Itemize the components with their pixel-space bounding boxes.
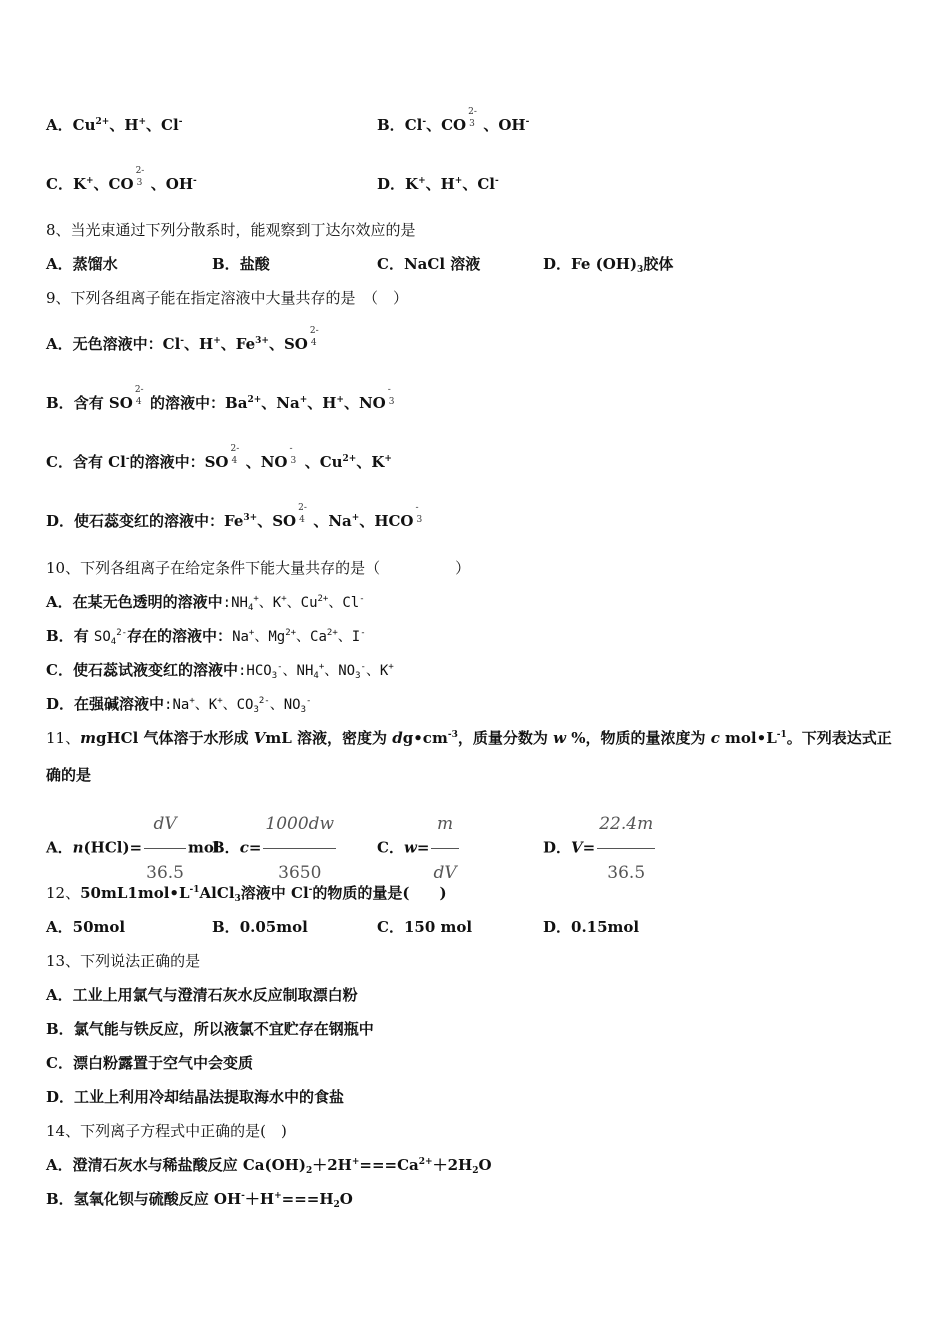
q7-option-b-text: Cl-、CO 2- 3 、OH- (404, 107, 530, 134)
q11-d-fraction: $\frac{22.4m}{36.5}$ (597, 800, 655, 897)
q8-option-d: D．Fe $(OH)_3$胶体 (543, 255, 674, 275)
q7-option-c-text: K+、CO 2- 3 、OH- (72, 166, 197, 193)
q12-option-d: D．0.15mol (543, 918, 640, 936)
q12-option-b: B．0.05mol (212, 918, 308, 936)
q7-option-b: B．Cl-、CO 2- 3 、OH- (377, 107, 530, 134)
q9-option-c: C．含有 Cl-的溶液中：SO 2- 4 、NO - 3 、$Cu^{2+}$、K+ (46, 444, 392, 471)
q7-option-a-text: $Cu^{2+}$、H+、Cl- (72, 116, 183, 134)
q9-option-a-text: 无色溶液中：Cl-、H+、$Fe^{3+}$、SO 2- 4 (72, 326, 319, 353)
q8-option-a: A．蒸馏水 (46, 255, 118, 273)
q7-option-a: A．$Cu^{2+}$、H+、Cl- (46, 116, 183, 134)
q9-option-c-text: 含有 Cl-的溶液中：SO 2- 4 、NO - 3 、$Cu^{2+}$、K+ (72, 444, 392, 471)
q14-option-b: B．氢氧化钡与硫酸反应 $OH^-+H^+===H_2O$ (46, 1190, 353, 1210)
q10-option-c: C．使石蕊试液变红的溶液中$:HCO_3^-$、$NH_4^+$、$NO_3^-$、K+ (46, 661, 394, 681)
q8-option-b: B．盐酸 (212, 255, 270, 273)
q13-stem: 13、下列说法正确的是 (46, 952, 201, 970)
q10-option-d: D．在强碱溶液中:Na+、K+、$CO_3^{2-}$、$NO_3^-$ (46, 695, 312, 715)
q12-option-c: C．150 mol (377, 918, 473, 936)
q14-stem: 14、下列离子方程式中正确的是( ) (46, 1122, 287, 1140)
q11-stem-line2: 确的是 (46, 766, 92, 784)
q9-option-d-text: 使石蕊变红的溶液中：$Fe^{3+}$、SO 2- 4 、Na+、HCO - 3 (74, 503, 423, 530)
q7-option-d-text: K+、H+、Cl- (405, 175, 499, 193)
q13-option-b: B．氯气能与铁反应，所以液氯不宜贮存在钢瓶中 (46, 1020, 374, 1038)
q7-option-c: C．K+、CO 2- 3 、OH- (46, 166, 197, 193)
q12-stem: 12、$50mL1mol•L^{-1}AlCl_3$溶液中 Cl-的物质的量是( ) (46, 884, 447, 904)
q10-option-b: B．有 $SO_4^{2-}$存在的溶液中：Na+、$Mg^{2+}$、$Ca^{2+}$、I- (46, 627, 366, 647)
q11-option-a: A．n(HCl)= $\frac{dV}{36.5}$ mol (46, 800, 220, 897)
q13-option-a: A．工业上用氯气与澄清石灰水反应制取漂白粉 (46, 986, 358, 1004)
q8-option-c: C．NaCl 溶液 (377, 255, 481, 273)
q11-option-c: C．w= $\frac{m}{dV}$ (377, 800, 461, 897)
q11-a-fraction: $\frac{dV}{36.5}$ (144, 800, 186, 897)
q11-stem-line1: 11、mgHCl 气体溶于水形成 VmL 溶液，密度为 $dg•cm^{-3}$，质量分数为 w %，物质的量浓度为 c $mol•L^{-1}$。下列表达式正 (46, 729, 892, 747)
q12-option-a: A．50mol (46, 918, 126, 936)
q14-option-b-text: 氢氧化钡与硫酸反应 $OH^-+H^+===H_2O$ (73, 1190, 353, 1210)
q14-option-a-text: 澄清石灰水与稀盐酸反应 $Ca(OH)_2+2H^+===Ca^{2+}+2H_2O$ (72, 1156, 492, 1176)
q13-option-c: C．漂白粉露置于空气中会变质 (46, 1054, 253, 1072)
q11-c-fraction: $\frac{m}{dV}$ (431, 800, 458, 897)
q8-option-d-text: Fe $(OH)_3$胶体 (571, 255, 674, 275)
q9-option-d: D．使石蕊变红的溶液中：$Fe^{3+}$、SO 2- 4 、Na+、HCO - 3 (46, 511, 426, 532)
q13-option-d: D．工业上利用冷却结晶法提取海水中的食盐 (46, 1088, 345, 1106)
q8-stem: 8、当光束通过下列分散系时，能观察到丁达尔效应的是 (46, 221, 416, 239)
q14-option-a: A．澄清石灰水与稀盐酸反应 $Ca(OH)_2+2H^+===Ca^{2+}+2H_2O$ (46, 1156, 492, 1176)
q11-option-b: B．c= $\frac{1000dw}{3650}$ (212, 800, 338, 897)
q7-option-d: D．K+、H+、Cl- (377, 175, 499, 193)
q9-option-b-text: 含有 SO 2- 4 的溶液中：$Ba^{2+}$、Na+、H+、NO - 3 (73, 385, 395, 412)
q11-b-fraction: $\frac{1000dw}{3650}$ (263, 800, 336, 897)
q11-option-d: D．V= $\frac{22.4m}{36.5}$ (543, 800, 657, 897)
q9-option-a: A．无色溶液中：Cl-、H+、$Fe^{3+}$、SO 2- 4 (46, 326, 319, 353)
q9-stem: 9、下列各组离子能在指定溶液中大量共存的是 （ ） (46, 289, 409, 307)
q9-option-b: B．含有 SO 2- 4 的溶液中：$Ba^{2+}$、Na+、H+、NO - 3 (46, 393, 398, 414)
q10-stem: 10、下列各组离子在给定条件下能大量共存的是（ ） (46, 559, 471, 577)
q10-option-a: A．在某无色透明的溶液中$:NH_4^+$、K+、$Cu^{2+}$、Cl- (46, 593, 365, 613)
